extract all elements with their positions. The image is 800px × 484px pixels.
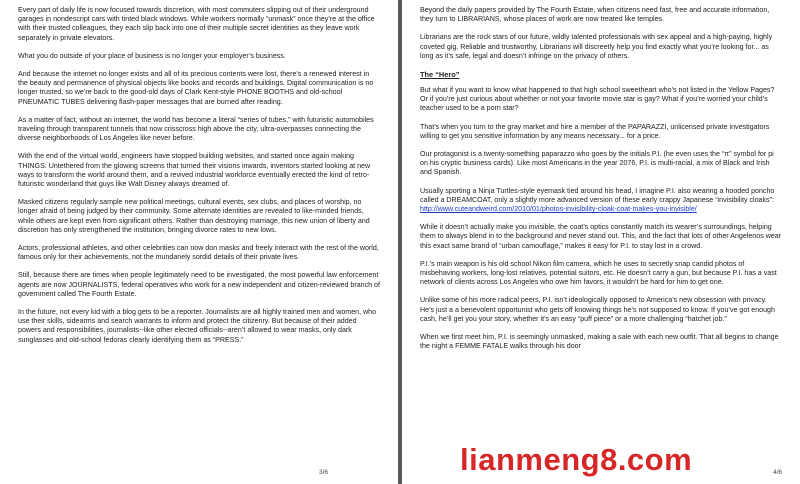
paragraph: When we first meet him, P.I. is seemingly unmasked, making a sale with each new outfit. That all begins to change the night a FEMME FATALE walks through his door — [420, 333, 779, 351]
paragraph: What you do outside of your place of business is no longer your employer’s business. — [18, 51, 286, 60]
page-number: 4/6 — [772, 469, 782, 476]
paragraph: Still, because there are times when people legitimately need to be investigated, the most powerful law enforcement agents are now JOURNALISTS, federal operatives who work for a new independent and citizen-reviewed branch of government called The Fourth Estate. — [18, 271, 380, 298]
paragraph: And because the internet no longer exists and all of its precious contents were lost, there’s a renewed interest in the beauty and permanence of physical objects like books and records and buildings. Digital communication is no longer trusted, so we’re back to the good-old days of Clark Kent-style PHONE BOOTHS and old-school PNEUMATIC TUBES delivering flash-paper messages that are burned after reading. — [18, 70, 374, 106]
page-number: 3/6 — [318, 469, 328, 476]
paragraph: Librarians are the rock stars of our future, wildly talented professionals with sex appeal and a high-paying, highly coveted gig. Reliable and trustworthy, Librarians will discreetly help you find exactly what you’re looking for... as long as it’s safe, legal and doesn’t infringe on the privacy of others. — [420, 33, 773, 60]
paragraph: In the future, not every kid with a blog gets to be a reporter. Journalists are all highly trained men and women, who use their skills, sidearms and search warrants to inform and protect the citizenry. But because of their added powers and responsibilities, journalists--like other elected officials--aren’t allowed to wear masks, only dark sunglasses and old-school fedoras clearly identifying them as “PRESS.” — [18, 308, 377, 344]
paragraph: While it doesn’t actually make you invisible, the coat’s optics constantly match its wearer’s surroundings, helping them to always blend in to the background and never stand out. This, and the fact that lots of other Angelenos wear this exact same brand of “urban camouflage,” makes it easy for P.I. to stay lost in a crowd. — [420, 223, 782, 250]
paragraph: Masked citizens regularly sample new political meetings, cultural events, sex clubs, and places of worship, no longer afraid of being judged by their community. Some alternate identities are revealed to like-minded friends, while others are kept even from significant others. Rather than destroying marriage, this new union of liberty and discretion has only strengthened the institution, bringing divorce rates to new lows. — [18, 198, 370, 234]
right-document-page — [402, 0, 800, 484]
invisibility-cloak-link[interactable]: http://www.cuteandweird.com/2010/01/photos-invisibility-cloak-coat-makes-you-invisible/ — [420, 205, 697, 214]
paragraph: But what if you want to know what happened to that high school sweetheart who’s not listed in the Yellow Pages? Or if you’re just curious about whether or not your favorite movie star is gay? What if you’re worried your child’s teacher used to be a porn star? — [420, 86, 775, 113]
paragraph: Unlike some of his more radical peers, P.I. isn’t ideologically opposed to America’s new obsession with privacy. He’s just a a benevolent opportunist who gets off knowing things he’s not supposed to know. If you’ve got enough cash, he’ll get you your story, whether it’s an easy “puff piece” or a more challenging “hatchet job.” — [420, 296, 775, 323]
paragraph: Actors, professional athletes, and other celebrities can now don masks and freely interact with the rest of the world, famous only for their achievements, not the mundanely sordid details of their private lives. — [18, 244, 379, 262]
paragraph: Beyond the daily papers provided by The Fourth Estate, when citizens need fast, free and accurate information, they turn to LIBRARIANS, whose places of work are now treated like temples. — [420, 6, 770, 24]
left-document-page — [0, 0, 398, 484]
paragraph: As a matter of fact, without an internet, the world has become a literal “series of tubes,” with futuristic automobiles traveling through transparent tunnels that now crisscross high above the city, ultra-overpasses connecting the diverse neighborhoods of Los Angeles like never before. — [18, 115, 374, 143]
section-heading: The “Hero” — [420, 70, 460, 80]
coat-paragraph-text: Usually sporting a Ninja Turtles-style eyemask tied around his head, I imagine P.I. also wearing a hooded poncho called a DREAMCOAT, only a slightly more advanced version of these early crappy Japanese “invisibility cloaks”: — [420, 186, 775, 204]
watermark: lianmeng8.com — [460, 442, 693, 477]
paragraph: That’s when you turn to the gray market and hire a member of the PAPARAZZI, unlicensed private investigators willing to get you sensitive information by any means necessary... for a price. — [420, 122, 770, 140]
paragraph: Every part of daily life is now focused towards discretion, with most commuters slipping out of their underground garages in nondescript cars with tinted black windows. While workers normally “unmask” once they’re at the office with their trusted colleagues, they each slip back into one of their multiple secret identities as they leave work separately in private elevators. — [18, 6, 375, 42]
paragraph: With the end of the virtual world, engineers have stopped building websites, and started once again making THINGS. Untethered from the glowing screens that turned their visions inwards, inventors started looking at new ways to transform the world around them, and a revived industrial workforce eventually erected the kind of retro-futuristic wonderland that guys like Walt Disney always dreamed of. — [18, 152, 371, 189]
paragraph: P.I.’s main weapon is his old school Nikon film camera, which he uses to secretly snap candid photos of misbehaving workers, long-lost relatives, potential suitors, etc. He doesn’t carry a gun, but because P.I. has a vast network of clients across Los Angeles who owe him favors, it wouldn’t be hard for him to get one. — [420, 259, 777, 287]
paragraph-with-link — [420, 187, 782, 215]
paragraph: Our protagonist is a twenty-something paparazzo who goes by the initials P.I. (he even uses the “π” symbol for pi on his cryptic business cards). Like most Americans in the year 2076, P.I. is multi-racial, a mix of Black and Irish and Spanish. — [420, 150, 774, 177]
